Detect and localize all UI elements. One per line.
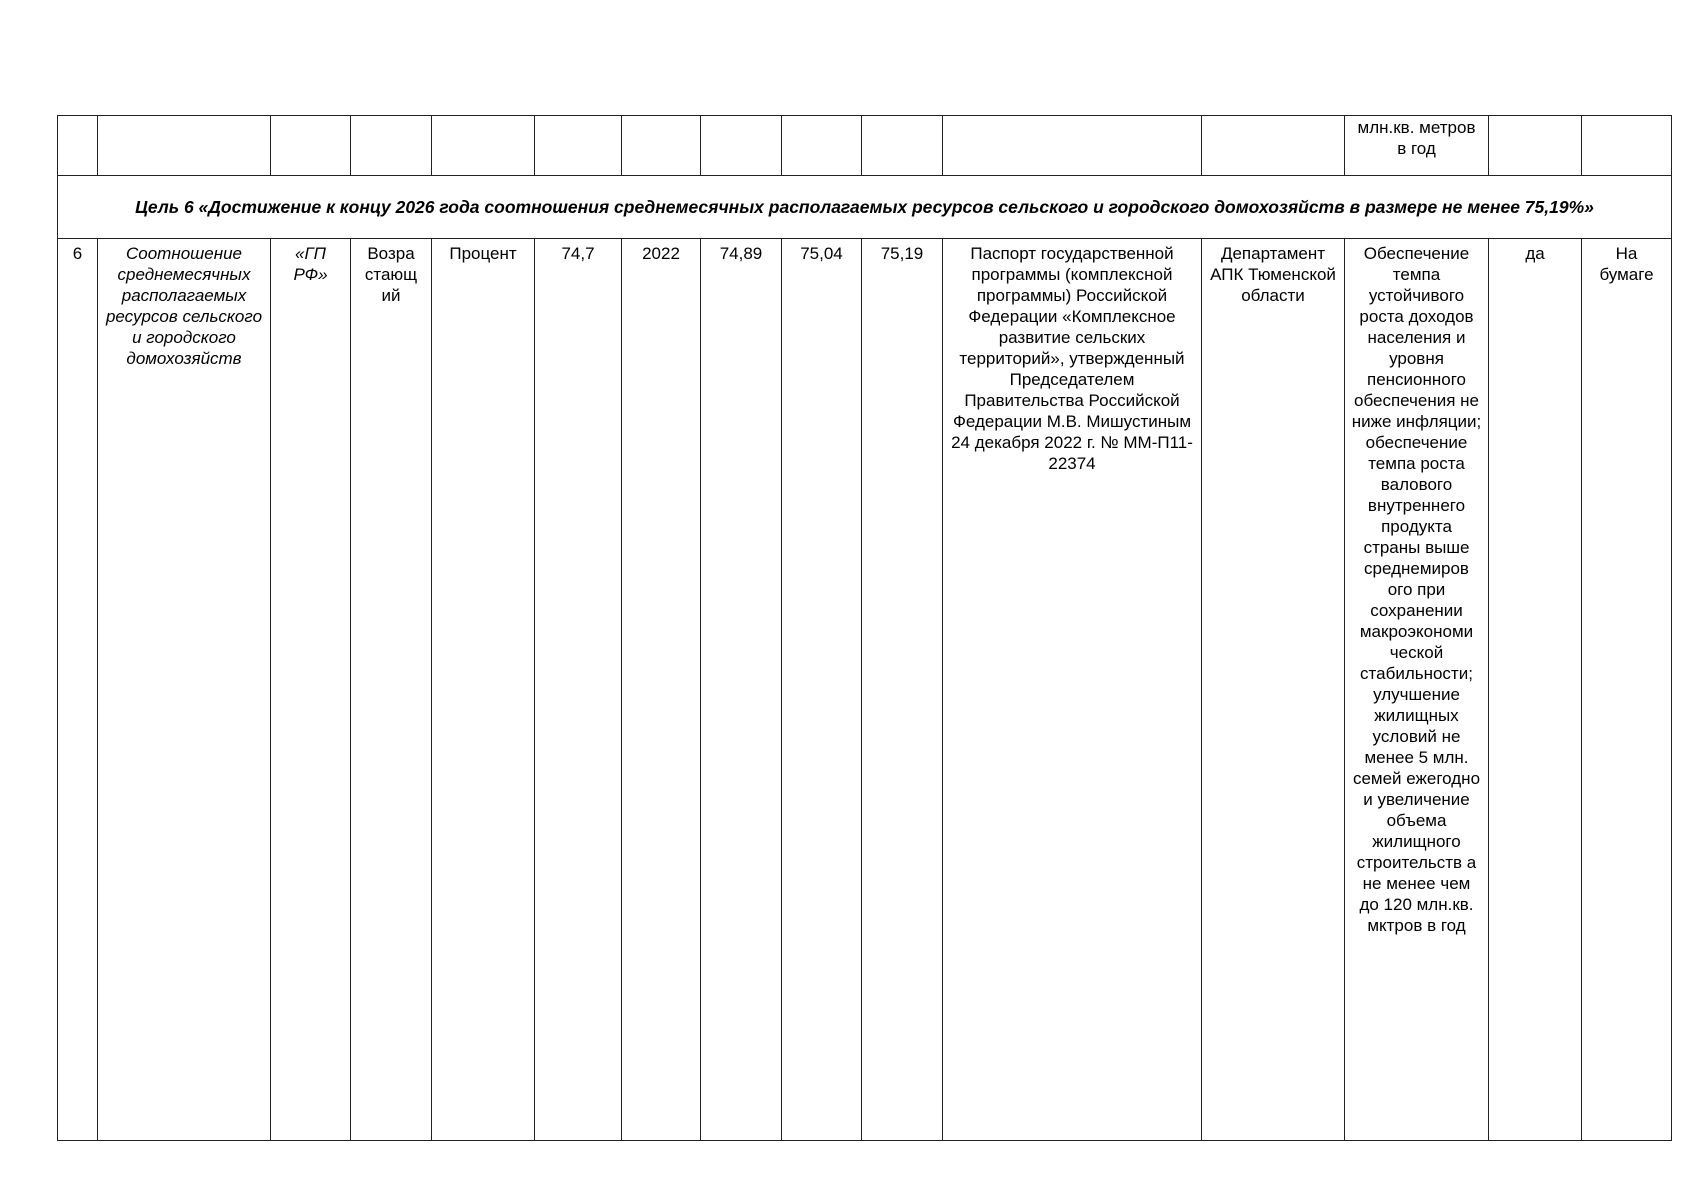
- cell-empty: [58, 116, 98, 176]
- cell-level: «ГП РФ»: [271, 239, 351, 1141]
- cell-number: 6: [58, 239, 98, 1141]
- cell-empty: [943, 116, 1202, 176]
- cell-empty: [1202, 116, 1345, 176]
- cell-national-goal-continuation: млн.кв. метров в год: [1345, 116, 1489, 176]
- cell-indicator-name: Соотношение среднемесячных располагаемых ресурсов сельского и городского домохозяйств: [98, 239, 271, 1141]
- cell-value-2026: 75,19: [862, 239, 943, 1141]
- cell-empty: [701, 116, 782, 176]
- cell-empty: [862, 116, 943, 176]
- goal-heading: Цель 6 «Достижение к концу 2026 года соотношения среднемесячных располагаемых ресурсов сельского и городского домохозяйств в размере не менее 75,19%»: [58, 176, 1672, 239]
- cell-base-value: 74,7: [535, 239, 622, 1141]
- cell-empty: [432, 116, 535, 176]
- cell-empty: [271, 116, 351, 176]
- cell-empty: [782, 116, 862, 176]
- table-row-goal: [58, 176, 1672, 239]
- table-row-continuation: [58, 116, 1672, 176]
- cell-gis-flag: да: [1489, 239, 1582, 1141]
- cell-empty: [98, 116, 271, 176]
- cell-empty: [351, 116, 432, 176]
- cell-unit: Процент: [432, 239, 535, 1141]
- cell-value-2025: 75,04: [782, 239, 862, 1141]
- cell-empty: [1582, 116, 1672, 176]
- cell-document: Паспорт государственной программы (комплексной программы) Российской Федерации «Комплексное развитие сельских территорий», утвержденный Председателем Правительства Российской Федерации М.В. Мишустиным 24 декабря 2022 г. № ММ-П11-22374: [943, 239, 1202, 1141]
- cell-empty: [535, 116, 622, 176]
- cell-national-goal-link: Обеспечение темпа устойчивого роста доходов населения и уровня пенсионного обеспечения не ниже инфляции; обеспечение темпа роста валового внутреннего продукта страны выше среднемиров ого при сохранении макроэкономи ческой стабильности; улучшение жилищных условий не менее 5 млн. семей ежегодно и увеличение объема жилищного строительств а не менее чем до 120 млн.кв. мктров в год: [1345, 239, 1489, 1141]
- cell-empty: [622, 116, 701, 176]
- cell-trend: Возра стающ ий: [351, 239, 432, 1141]
- cell-value-2024: 74,89: [701, 239, 782, 1141]
- cell-info-system: На бумаге: [1582, 239, 1672, 1141]
- cell-empty: [1489, 116, 1582, 176]
- indicators-table: [57, 115, 1672, 1141]
- cell-base-year: 2022: [622, 239, 701, 1141]
- table-row-indicator: [58, 239, 1672, 1141]
- cell-responsible: Департамент АПК Тюменской области: [1202, 239, 1345, 1141]
